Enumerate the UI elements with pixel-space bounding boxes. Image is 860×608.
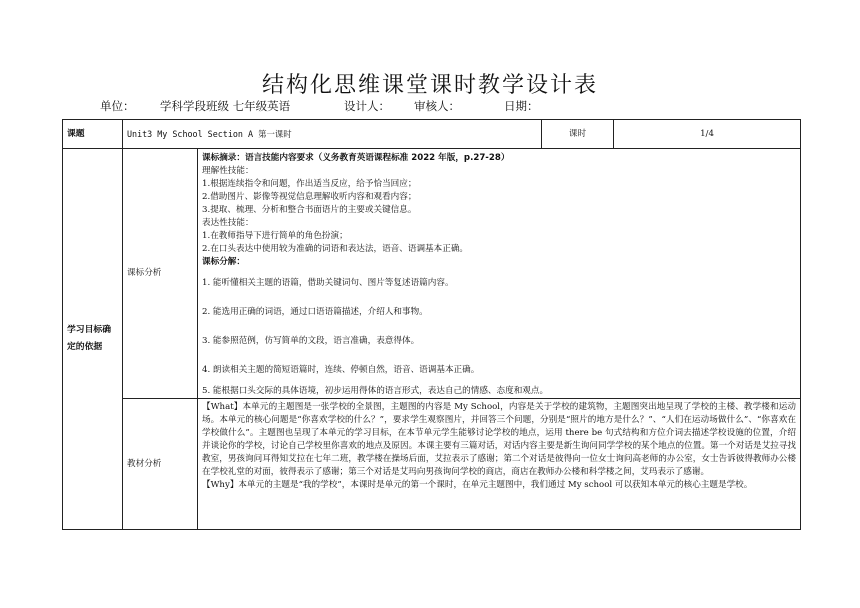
designer-label: 设计人： [344,99,390,113]
topic-label: 课题 [63,120,123,149]
page-bottom-margin [0,538,860,608]
textbook-label: 教材分析 [123,399,198,530]
decompose-item: 1. 能听懂相关主题的语篇，借助关键词句、图片等复述语篇内容。 [202,278,454,288]
lesson-design-table [62,119,801,530]
basis-label: 学习目标确定的依据 [63,149,123,530]
decompose-item: 4. 朗读相关主题的简短语篇时，连续、停顿自然，语音、语调基本正确。 [202,365,480,375]
hours-label: 课时 [542,120,614,149]
expression-label: 表达性技能： [202,218,254,228]
textbook-why: 【Why】本单元的主题是“我的学校”，本课时是单元的第一个课时，在单元主题图中，我们通过 My school 可以获知本单元的核心主题是学校。 [202,480,753,490]
curriculum-row [63,149,801,399]
expression-item: 1.在教师指导下进行简单的角色扮演； [202,231,348,241]
expression-item: 2.在口头表达中使用较为准确的词语和表达法，语音、语调基本正确。 [202,244,469,254]
topic-row [63,120,801,149]
grade-info: 学科学段班级 七年级英语 [160,99,291,113]
textbook-content [198,399,801,530]
textbook-what: 【What】本单元的主题图是一张学校的全景图，主题图的内容是 My School，内容是关于学校的建筑物，主题图突出地呈现了学校的主楼、教学楼和运动场。本单元的核心问题是“你喜欢学校的什么？”，要求学生观察图片，并回答三个问题，分别是“照片的地方是什么？”、“人们在运动场做什么”、“你喜欢在学校做什么”。主题图也呈现了本单元的学习目标，在本节单元学生能够讨论学校的地点，运用 there be 句式结构和方位介词去描述学校设施的位置，介绍并谈论你的学校，讨论自己学校里你喜欢的地点及原因。本课主要有三篇对话，对话内容主要是新生询问同学学校的某个地点的位置。第一个对话是艾拉寻找教室，男孩询问耳得知艾拉在七年二班，教学楼在操场后面，艾拉表示了感谢；第二个对话是彼得向一位女士询问高老师的办公室，女士告诉彼得教师办公楼在学校礼堂的对面，彼得表示了感谢；第三个对话是艾玛向男孩询问学校的商店，商店在教师办公楼和科学楼之间，艾玛表示了感谢。 [202,402,797,477]
unit-label: 单位： [100,99,135,113]
decompose-item: 5. 能根据口头交际的具体语境，初步运用得体的语言形式，表达自己的情感、态度和观点。 [202,386,549,396]
page-title: 结构化思维课堂课时教学设计表 [261,73,598,98]
decompose-item: 2. 能选用正确的词语，通过口语语篇描述，介绍人和事物。 [202,307,428,317]
understanding-item: 2.借助图片、影像等视觉信息理解收听内容和观看内容； [202,192,417,202]
curriculum-content [198,149,801,399]
textbook-row [63,399,801,530]
curriculum-label: 课标分析 [123,149,198,399]
understanding-item: 3.提取、梳理、分析和整合书面语片的主要或关键信息。 [202,205,417,215]
curriculum-title: 课标摘录：语言技能内容要求（义务教育英语课程标准 2022 年版，p.27-28） [202,153,510,163]
topic-value: Unit3 My School Section A 第一课时 [123,120,542,149]
understanding-label: 理解性技能： [202,166,254,176]
understanding-item: 1.根据连续指令和问题，作出适当反应，给予恰当回应； [202,179,417,189]
decompose-item: 3. 能参照范例，仿写简单的文段，语言准确，表意得体。 [202,336,420,346]
hours-value: 1/4 [614,120,801,149]
date-label: 日期： [504,99,539,113]
reviewer-label: 审核人： [414,99,460,113]
decompose-label: 课标分解： [202,257,245,267]
